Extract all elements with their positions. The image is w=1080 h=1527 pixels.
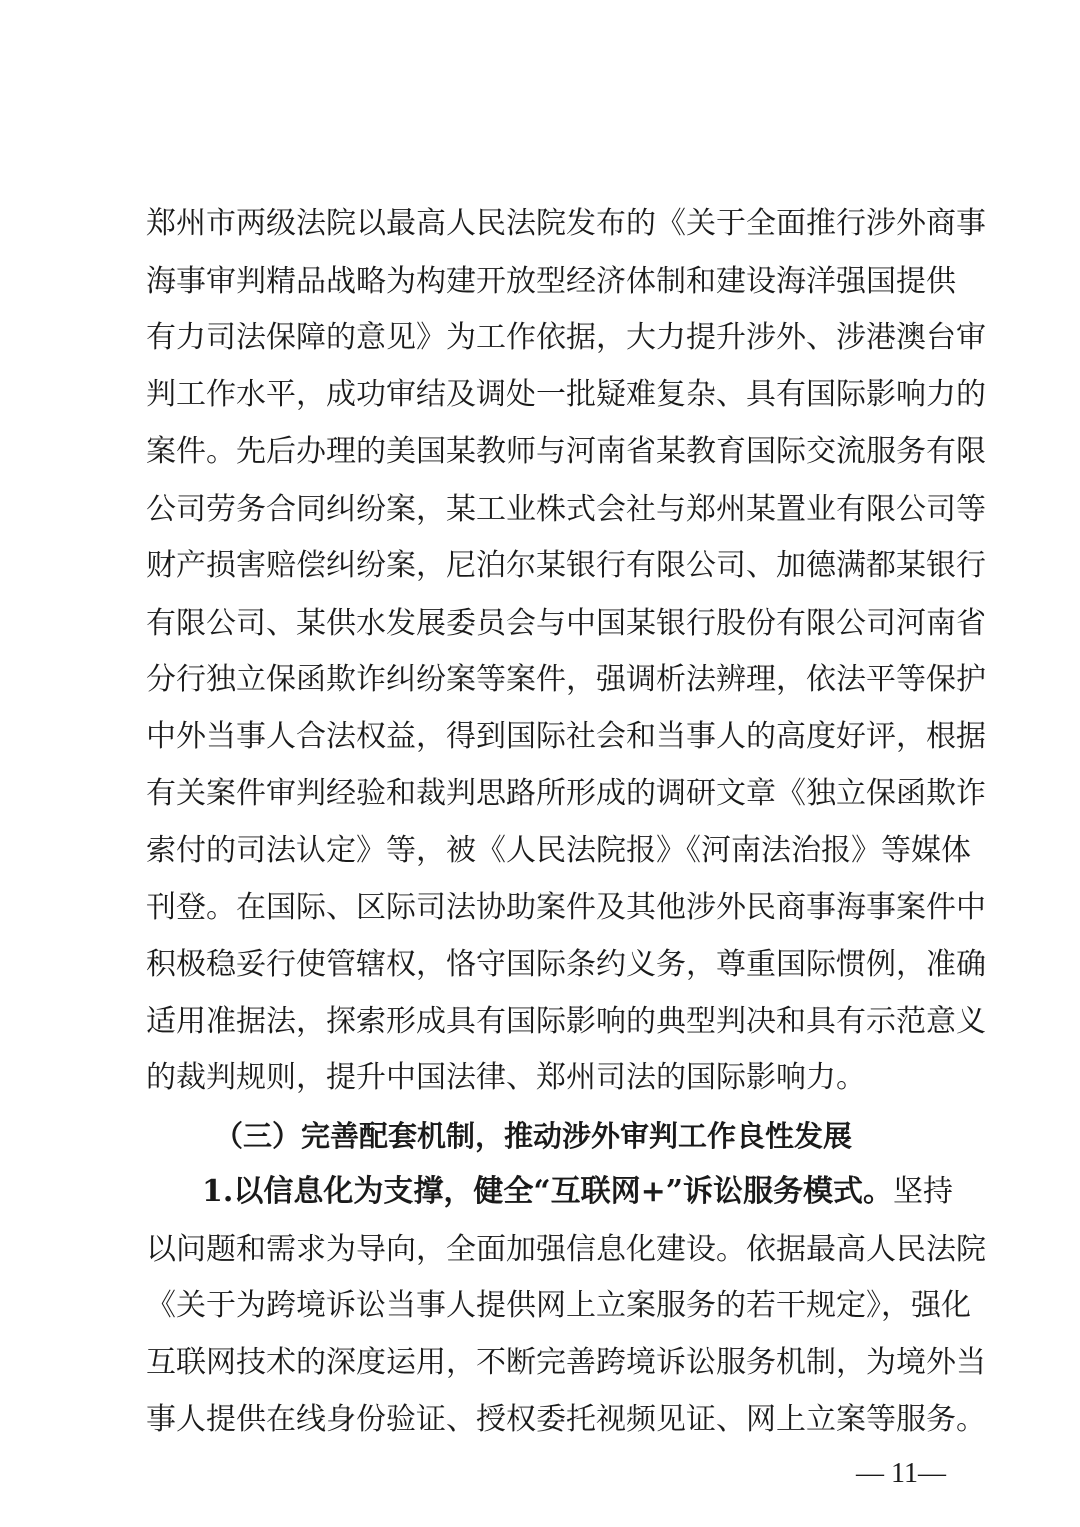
text-line: 《关于为跨境诉讼当事人提供网上立案服务的若干规定》，强化 <box>146 1288 971 1323</box>
text-line: 分行独立保函欺诈纠纷案等案件，强调析法辨理，依法平等保护 <box>146 662 986 697</box>
text-line: 索付的司法认定》等，被《人民法院报》《河南法治报》等媒体 <box>146 833 971 868</box>
text-line: 海事审判精品战略为构建开放型经济体制和建设海洋强国提供 <box>146 264 956 299</box>
text-line: 郑州市两级法院以最高人民法院发布的《关于全面推行涉外商事 <box>146 206 986 241</box>
text-line: 的裁判规则，提升中国法律、郑州司法的国际影响力。 <box>146 1060 866 1095</box>
page-number: — 11— <box>856 1458 946 1489</box>
text-line: 事人提供在线身份验证、授权委托视频见证、网上立案等服务。 <box>146 1402 986 1437</box>
text-line: 中外当事人合法权益，得到国际社会和当事人的高度好评，根据 <box>146 719 986 754</box>
subsection-first-line-rest: 坚持 <box>892 1174 953 1209</box>
text-line: 积极稳妥行使管辖权，恪守国际条约义务，尊重国际惯例，准确 <box>146 947 986 982</box>
text-line: 刊登。在国际、区际司法协助案件及其他涉外民商事海事案件中 <box>146 890 986 925</box>
text-line: 有限公司、某供水发展委员会与中国某银行股份有限公司河南省 <box>146 606 986 641</box>
subsection-bold-lead: 1.以信息化为支撑，健全“互联网+”诉讼服务模式。 <box>202 1174 893 1209</box>
text-line: 以问题和需求为导向，全面加强信息化建设。依据最高人民法院 <box>146 1232 986 1267</box>
text-line: 公司劳务合同纠纷案，某工业株式会社与郑州某置业有限公司等 <box>146 492 986 527</box>
text-line: 适用准据法，探索形成具有国际影响的典型判决和具有示范意义 <box>146 1004 986 1039</box>
text-line: 财产损害赔偿纠纷案，尼泊尔某银行有限公司、加德满都某银行 <box>146 548 986 583</box>
text-line: 有关案件审判经验和裁判思路所形成的调研文章《独立保函欺诈 <box>146 776 986 811</box>
subsection-first-line <box>146 1164 953 1220</box>
text-line: 互联网技术的深度运用，不断完善跨境诉讼服务机制，为境外当 <box>146 1345 986 1380</box>
section-heading: （三）完善配套机制，推动涉外审判工作良性发展 <box>214 1119 853 1153</box>
text-line: 判工作水平，成功审结及调处一批疑难复杂、具有国际影响力的 <box>146 377 986 412</box>
text-line: 案件。先后办理的美国某教师与河南省某教育国际交流服务有限 <box>146 434 986 469</box>
text-line: 有力司法保障的意见》为工作依据，大力提升涉外、涉港澳台审 <box>146 320 986 355</box>
